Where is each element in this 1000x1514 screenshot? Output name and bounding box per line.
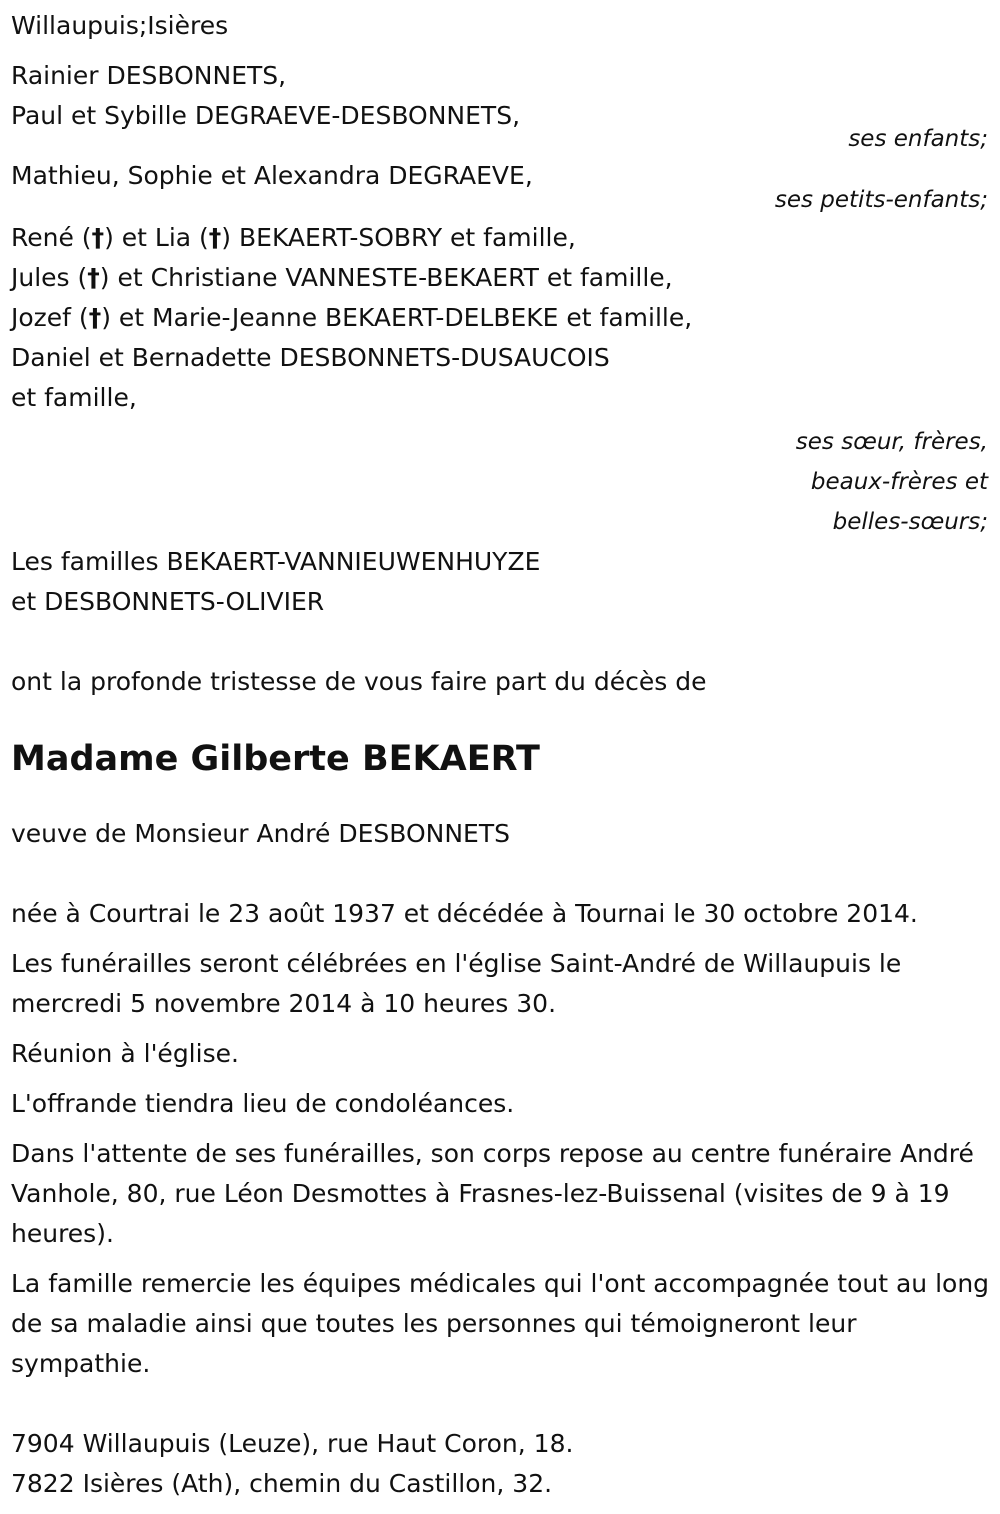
cross-icon: † <box>87 263 100 292</box>
announcement <box>11 662 990 702</box>
families-section <box>11 542 990 622</box>
siblings-section <box>11 218 990 542</box>
announcement-text: ont la profonde tristesse de vous faire part du décès de <box>11 667 707 696</box>
sibling-line-1: René (†) et Lia (†) BEKAERT-SOBRY et famille, <box>11 223 576 252</box>
child-line-2: Paul et Sybille DEGRAEVE-DESBONNETS, <box>11 101 521 130</box>
sibling-line-3: Jozef (†) et Marie-Jeanne BEKAERT-DELBEKE et famille, <box>11 303 693 332</box>
offering-paragraph: L'offrande tiendra lieu de condoléances. <box>11 1089 515 1118</box>
cross-icon: † <box>208 223 222 252</box>
families-line-2: et DESBONNETS-OLIVIER <box>11 587 325 616</box>
sibling-line-5: et famille, <box>11 383 137 412</box>
children-role: ses enfants; <box>848 126 988 152</box>
children-section <box>11 56 990 162</box>
deceased-name: Madame Gilberte BEKAERT <box>11 739 540 779</box>
sibling-line-4: Daniel et Bernadette DESBONNETS-DUSAUCOIS <box>11 343 610 372</box>
location-header-text: Willaupuis;Isières <box>11 11 229 40</box>
siblings-role-1: ses sœur, frères, <box>795 429 988 455</box>
repose-paragraph: Dans l'attente de ses funérailles, son corps repose au centre funéraire André Vanhole, 80, rue Léon Desmottes à Frasnes-lez-Buissenal (visites de 9 à 19 heures). <box>11 1139 974 1248</box>
meeting-paragraph: Réunion à l'église. <box>11 1039 239 1068</box>
grandchildren-section <box>11 156 990 222</box>
widow-of-text: veuve de Monsieur André DESBONNETS <box>11 819 510 848</box>
location-header <box>11 6 990 46</box>
address-line-1: 7904 Willaupuis (Leuze), rue Haut Coron, 18. <box>11 1429 574 1458</box>
child-line-1: Rainier DESBONNETS, <box>11 61 287 90</box>
cross-icon: † <box>91 223 105 252</box>
cross-icon: † <box>88 303 102 332</box>
birth-death-paragraph: née à Courtrai le 23 août 1937 et décédée à Tournai le 30 octobre 2014. <box>11 899 918 928</box>
funeral-paragraph: Les funérailles seront célébrées en l'église Saint-André de Willaupuis le mercredi 5 novembre 2014 à 10 heures 30. <box>11 949 902 1018</box>
details-section <box>11 894 990 1384</box>
addresses-section <box>11 1424 990 1504</box>
widow-of <box>11 814 990 854</box>
sibling-line-2: Jules (†) et Christiane VANNESTE-BEKAERT et famille, <box>11 263 673 292</box>
address-line-2: 7822 Isières (Ath), chemin du Castillon, 32. <box>11 1469 553 1498</box>
siblings-role-3: belles-sœurs; <box>832 509 988 535</box>
thanks-paragraph: La famille remercie les équipes médicales qui l'ont accompagnée tout au long de sa maladie ainsi que toutes les personnes qui témoigneront leur sympathie. <box>11 1269 990 1378</box>
grandchildren-role: ses petits-enfants; <box>774 187 988 213</box>
siblings-role-2: beaux-frères et <box>810 469 988 495</box>
families-line-1: Les familles BEKAERT-VANNIEUWENHUYZE <box>11 547 541 576</box>
grandchild-line-1: Mathieu, Sophie et Alexandra DEGRAEVE, <box>11 161 533 190</box>
